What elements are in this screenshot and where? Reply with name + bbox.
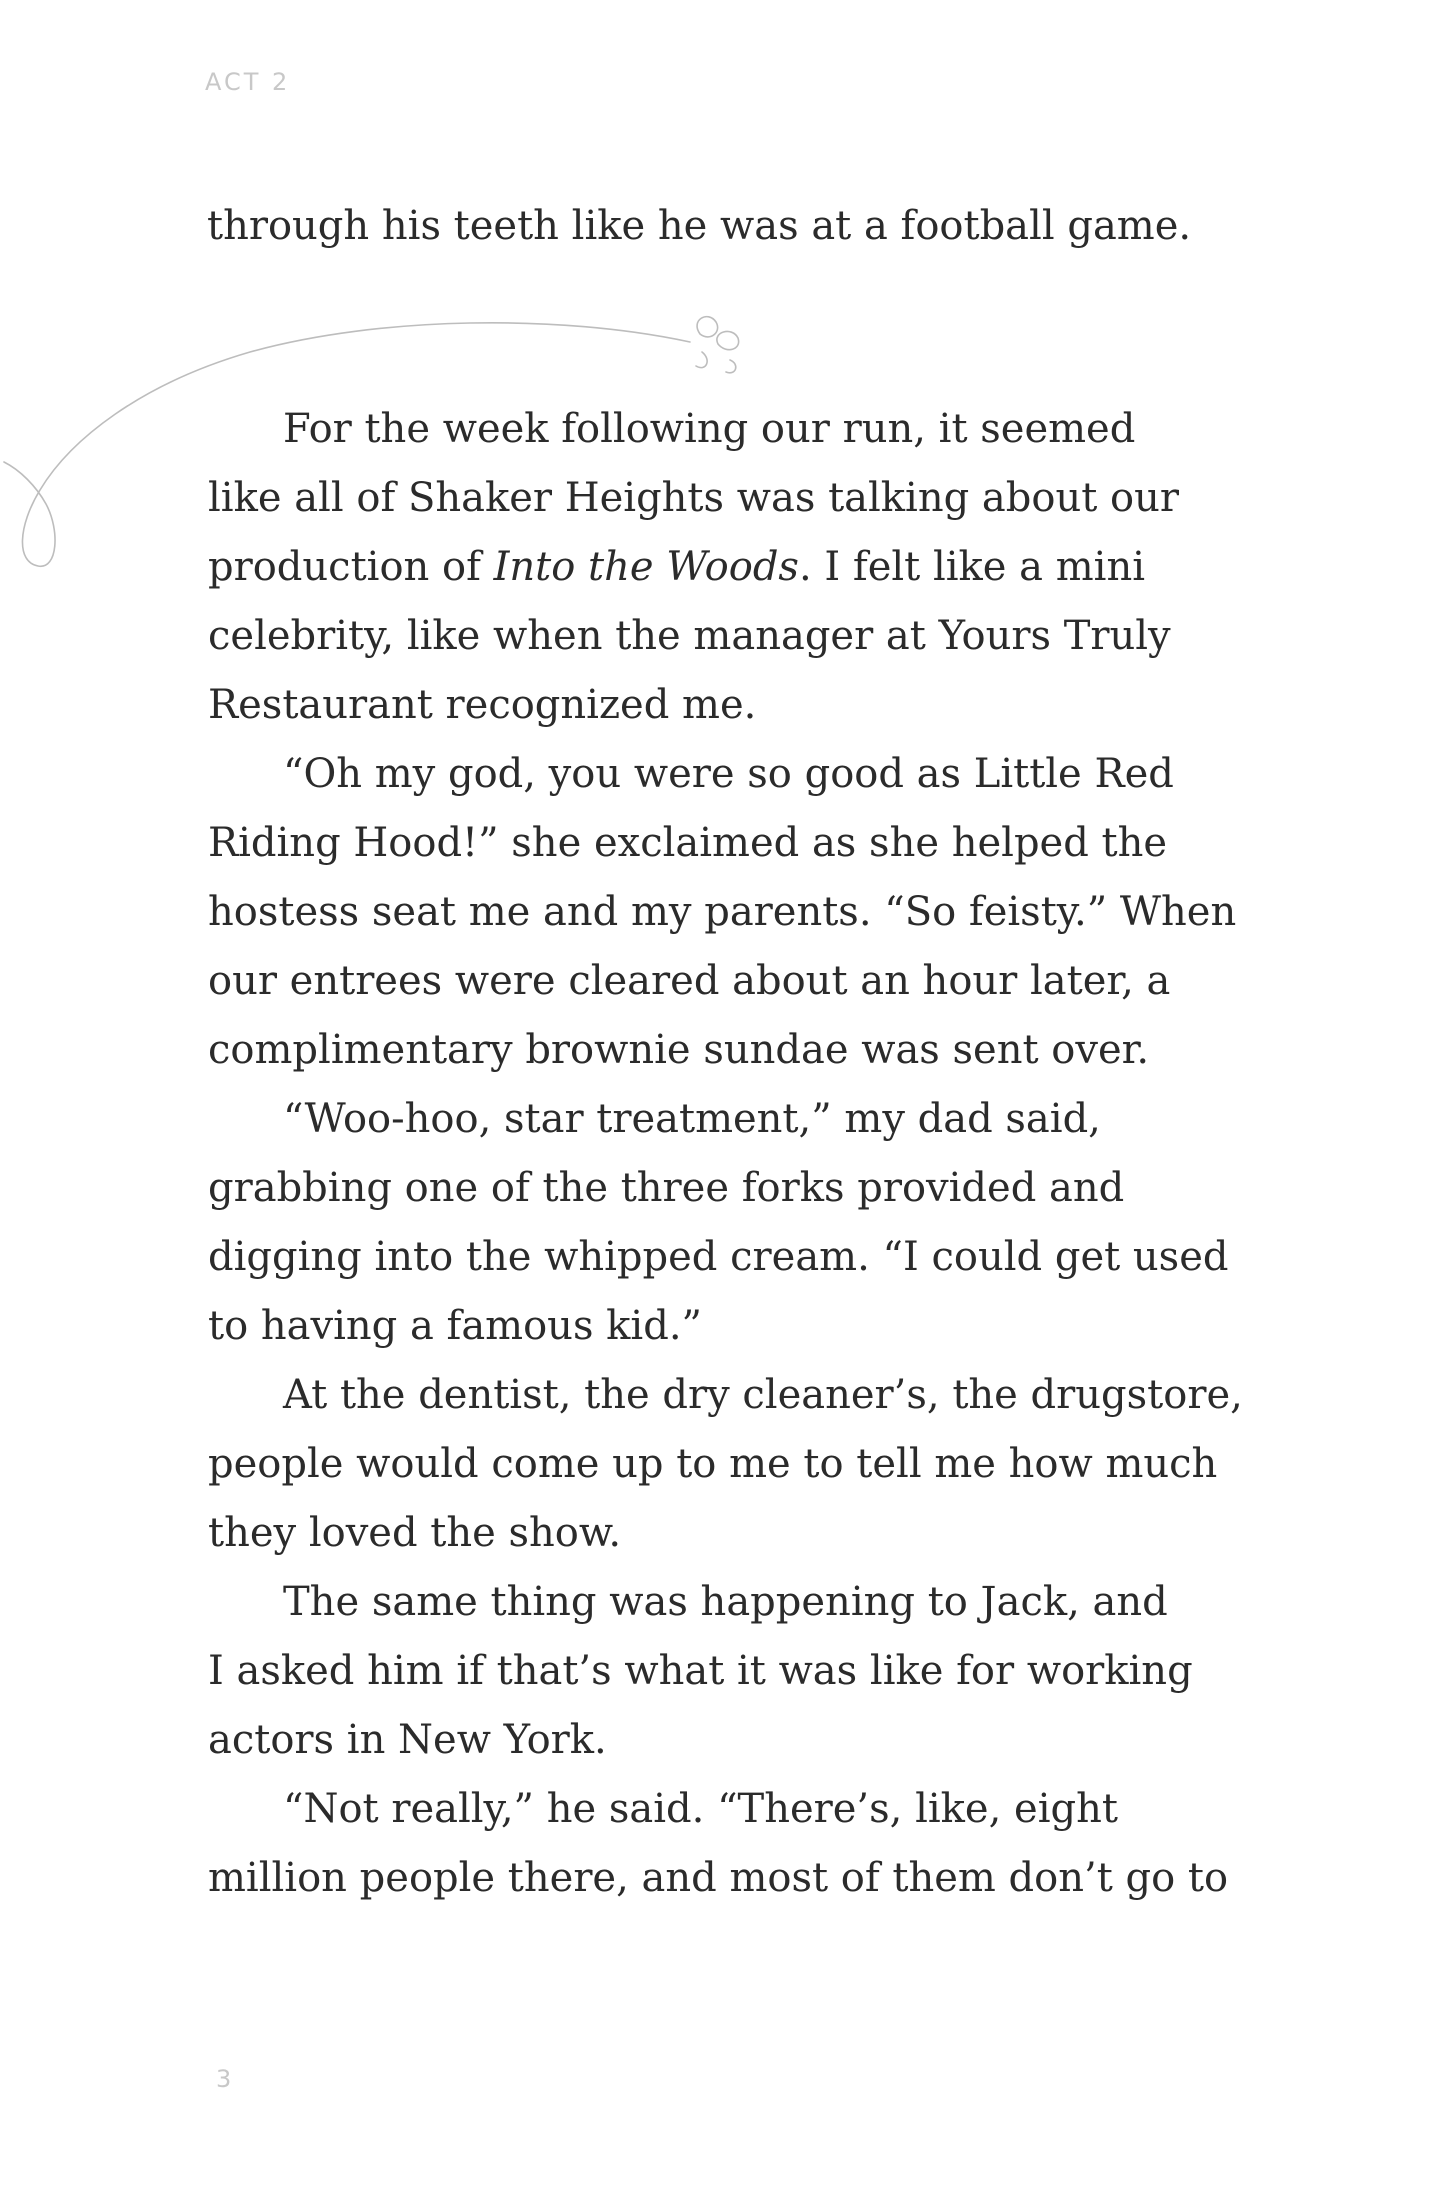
text-line: our entrees were cleared about an hour later, a [208, 958, 1171, 1004]
text-line: The same thing was happening to Jack, and [283, 1579, 1168, 1625]
text-line: they loved the show. [208, 1510, 622, 1556]
text-line: celebrity, like when the manager at Yours Truly [208, 613, 1171, 659]
text-line: digging into the whipped cream. “I could get used [208, 1234, 1229, 1280]
text-line: hostess seat me and my parents. “So feisty.” When [208, 889, 1237, 935]
text-line: grabbing one of the three forks provided and [208, 1165, 1125, 1211]
paragraph [208, 1775, 1248, 1913]
continued-line: through his teeth like he was at a football game. [207, 203, 1192, 249]
text-line: Restaurant recognized me. [208, 682, 757, 728]
text-line: For the week following our run, it seemed [283, 406, 1136, 452]
paragraph [208, 740, 1248, 1085]
text-line: like all of Shaker Heights was talking about our [208, 475, 1179, 521]
body-text [208, 395, 1248, 1913]
text-line: actors in New York. [208, 1717, 607, 1763]
running-head: ACT 2 [205, 68, 291, 96]
text-line: “Woo-hoo, star treatment,” my dad said, [283, 1096, 1101, 1142]
text-line: “Oh my god, you were so good as Little Red [283, 751, 1174, 797]
text-line: “Not really,” he said. “There’s, like, eight [283, 1786, 1118, 1832]
paragraph [208, 395, 1248, 740]
text-line: to having a famous kid.” [208, 1303, 702, 1349]
page-number: 3 [216, 2065, 232, 2093]
text-line: million people there, and most of them don’t go to [208, 1855, 1229, 1901]
text-line: complimentary brownie sundae was sent over. [208, 1027, 1150, 1073]
text-line: I asked him if that’s what it was like for working [208, 1648, 1193, 1694]
text-line: production of Into the Woods. I felt like a mini [208, 544, 1146, 590]
paragraph [208, 1361, 1248, 1568]
text-line: Riding Hood!” she exclaimed as she helped the [208, 820, 1168, 866]
text-line: people would come up to me to tell me how much [208, 1441, 1218, 1487]
paragraph [208, 1568, 1248, 1775]
paragraph [208, 1085, 1248, 1361]
book-title: Into the Woods [493, 544, 799, 590]
text-line: At the dentist, the dry cleaner’s, the drugstore, [283, 1372, 1243, 1418]
